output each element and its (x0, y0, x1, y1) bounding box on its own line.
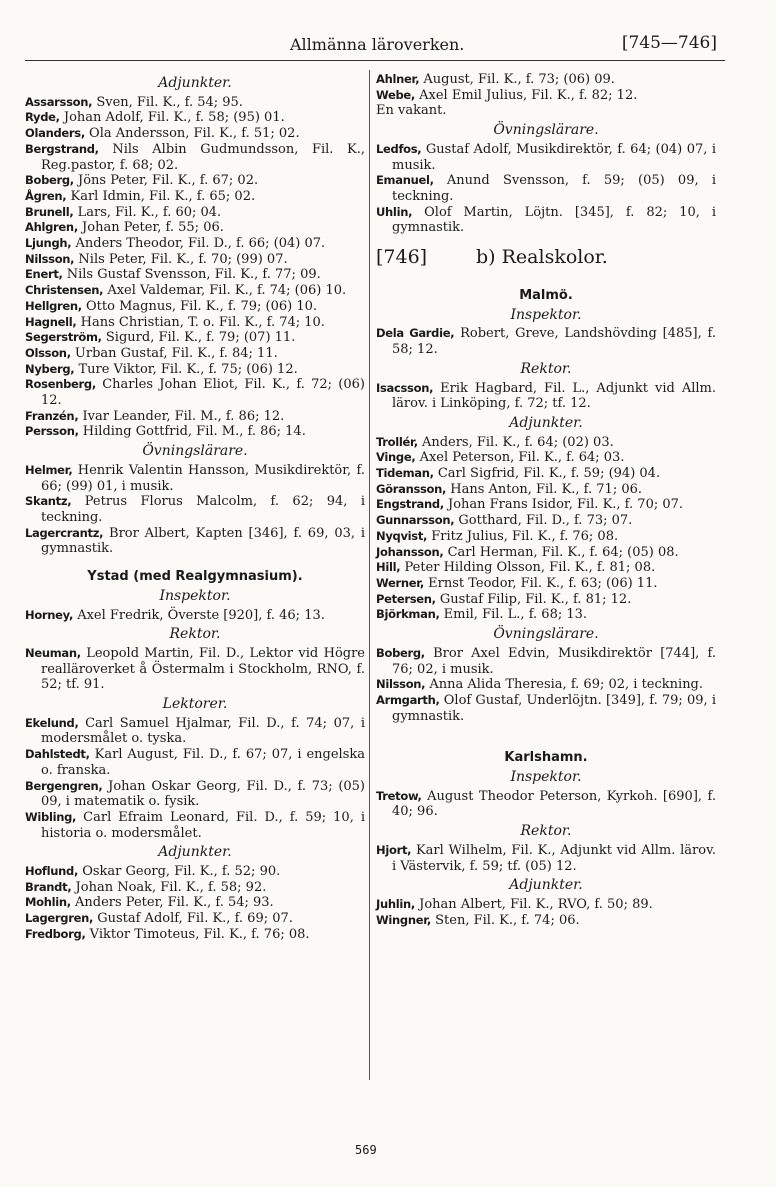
section-heading: Rektor. (520, 360, 572, 377)
staff-surname: Tideman, (376, 466, 434, 481)
town-heading: Malmö. (519, 288, 573, 304)
staff-surname: Boberg, (25, 173, 74, 188)
staff-surname: Brandt, (25, 879, 72, 894)
staff-surname: Neuman, (25, 645, 81, 660)
staff-entry (25, 747, 365, 778)
staff-entry (25, 110, 365, 126)
section-heading: Övningslärare. (493, 626, 599, 643)
staff-surname: Uhlin, (376, 204, 413, 219)
staff-details: Fritz Julius, Fil. K., f. 76; 08. (431, 528, 619, 544)
staff-entry (376, 450, 716, 466)
staff-details: Carl Samuel Hjalmar, Fil. D., f. 74; 07, i modersmålet o. tyska. (41, 715, 365, 747)
staff-details: Anders, Fil. K., f. 64; (02) 03. (421, 434, 614, 450)
staff-surname: Göransson, (376, 481, 447, 496)
staff-entry (376, 529, 716, 545)
school-header-title: b) Realskolor. (476, 246, 608, 269)
school-type-header (376, 246, 716, 276)
staff-entry (25, 716, 365, 747)
staff-entry (25, 252, 365, 268)
staff-entry (25, 494, 365, 525)
staff-surname: Hjort, (376, 842, 412, 857)
staff-surname: Gunnarsson, (376, 513, 455, 528)
staff-details: Hans Christian, T. o. Fil. K., f. 74; 10. (80, 314, 325, 330)
staff-details: Gotthard, Fil. D., f. 73; 07. (458, 513, 633, 529)
staff-surname: Dahlstedt, (25, 747, 90, 762)
staff-entry (25, 927, 365, 943)
staff-entry (25, 299, 365, 315)
staff-details: Peter Hilding Olsson, Fil. K., f. 81; 08. (404, 560, 656, 576)
staff-entry (25, 608, 365, 624)
staff-entry (25, 526, 365, 557)
plain-line: En vakant. (376, 103, 447, 119)
staff-surname: Hellgren, (25, 298, 82, 313)
staff-details: Carl Efraim Leonard, Fil. D., f. 59; 10, i historia o. modersmålet. (41, 809, 366, 841)
staff-surname: Vinge, (376, 450, 416, 465)
staff-entry (376, 913, 716, 929)
staff-details: Karl August, Fil. D., f. 67; 07, i engelska o. franska. (41, 747, 365, 778)
staff-surname: Tretow, (376, 788, 422, 803)
staff-surname: Nyberg, (25, 361, 75, 376)
staff-details: Carl Sigfrid, Fil. K., f. 59; (94) 04. (437, 466, 661, 482)
staff-surname: Ljungh, (25, 236, 72, 251)
staff-entry (376, 789, 716, 820)
staff-details: Ola Andersson, Fil. K., f. 51; 02. (89, 126, 300, 142)
staff-details: Sven, Fil. K., f. 54; 95. (96, 94, 243, 110)
staff-details: Erik Hagbard, Fil. L., Adjunkt vid Allm. lärov. i Linköping, f. 72; tf. 12. (392, 380, 717, 412)
staff-details: Gustaf Adolf, Musikdirektör, f. 64; (04) 07, i musik. (392, 141, 716, 173)
staff-details: Carl Herman, Fil. K., f. 64; (05) 08. (447, 544, 679, 560)
staff-details: Hilding Gottfrid, Fil. M., f. 86; 14. (82, 424, 306, 440)
staff-entry (376, 592, 716, 608)
staff-surname: Ryde, (25, 110, 60, 125)
staff-details: Gustaf Filip, Fil. K., f. 81; 12. (439, 591, 632, 607)
staff-details: Ernst Teodor, Fil. K., f. 63; (06) 11. (428, 575, 658, 591)
town-heading: Karlshamn. (504, 750, 588, 766)
staff-entry (376, 497, 716, 513)
staff-surname: Rosenberg, (25, 377, 96, 392)
staff-entry (25, 810, 365, 841)
staff-entry (25, 864, 365, 880)
page-number: 569 (355, 1143, 377, 1157)
staff-details: Sten, Fil. K., f. 74; 06. (435, 912, 580, 928)
staff-details: Viktor Timoteus, Fil. K., f. 76; 08. (89, 926, 310, 942)
staff-surname: Bergengren, (25, 778, 103, 793)
staff-entry (376, 381, 716, 412)
staff-entry (376, 513, 716, 529)
staff-entry (25, 409, 365, 425)
staff-entry (25, 142, 365, 173)
staff-details: Johan Adolf, Fil. K., f. 58; (95) 01. (63, 110, 285, 126)
staff-surname: Björkman, (376, 607, 440, 622)
staff-surname: Armgarth, (376, 692, 440, 707)
staff-entry (376, 560, 716, 576)
staff-entry (376, 843, 716, 874)
staff-surname: Segerström, (25, 330, 102, 345)
staff-surname: Hagnell, (25, 314, 77, 329)
staff-surname: Boberg, (376, 645, 425, 660)
staff-details: Jöns Peter, Fil. K., f. 67; 02. (78, 173, 259, 189)
staff-entry (25, 236, 365, 252)
staff-entry (376, 205, 716, 236)
staff-entry (25, 173, 365, 189)
staff-entry (25, 424, 365, 440)
staff-surname: Olanders, (25, 126, 85, 141)
staff-details: Axel Valdemar, Fil. K., f. 74; (06) 10. (107, 283, 347, 299)
staff-entry (25, 315, 365, 331)
running-title: Allmänna läroverken. (290, 35, 465, 54)
staff-entry (25, 205, 365, 221)
staff-surname: Isacsson, (376, 380, 434, 395)
staff-details: Bror Albert, Kapten [346], f. 69, 03, i gymnastik. (41, 525, 365, 557)
staff-details: Olof Martin, Löjtn. [345], f. 82; 10, i gymnastik. (392, 204, 716, 236)
staff-details: Charles Johan Eliot, Fil. K., f. 72; (06) 12. (41, 377, 365, 409)
staff-details: Lars, Fil. K., f. 60; 04. (77, 204, 222, 220)
staff-surname: Bergstrand, (25, 141, 99, 156)
staff-details: Henrik Valentin Hansson, Musikdirektör, f. 66; (99) 01, i musik. (41, 462, 365, 494)
section-heading: Adjunkter. (158, 844, 232, 861)
staff-surname: Brunell, (25, 204, 74, 219)
staff-entry (25, 779, 365, 810)
staff-details: Leopold Martin, Fil. D., Lektor vid Högre realläroverket å Östermalm i Stockholm, RNO, f. 52; tf. 91. (41, 645, 365, 693)
staff-entry (25, 463, 365, 494)
staff-surname: Petersen, (376, 591, 436, 606)
staff-surname: Ledfos, (376, 141, 422, 156)
staff-surname: Franzén, (25, 408, 79, 423)
staff-details: Olof Gustaf, Underlöjtn. [349], f. 79; 09, i gymnastik. (392, 692, 716, 724)
section-heading: Rektor. (169, 626, 221, 643)
right-column-body (376, 288, 716, 928)
staff-entry (376, 72, 716, 88)
staff-details: Emil, Fil. L., f. 68; 13. (443, 607, 588, 623)
staff-details: Axel Peterson, Fil. K., f. 64; 03. (419, 450, 625, 466)
staff-surname: Helmer, (25, 462, 73, 477)
right-column (376, 72, 716, 928)
staff-surname: Dela Gardie, (376, 326, 455, 341)
staff-surname: Nyqvist, (376, 528, 428, 543)
staff-surname: Trollér, (376, 434, 418, 449)
staff-details: Karl Wilhelm, Fil. K., Adjunkt vid Allm. lärov. i Västervik, f. 59; tf. (05) 12. (392, 842, 717, 874)
staff-details: Bror Axel Edvin, Musikdirektör [744], f. 76; 02, i musik. (392, 645, 716, 677)
staff-surname: Wibling, (25, 809, 77, 824)
staff-entry (25, 220, 365, 236)
running-head (25, 33, 725, 57)
section-heading: Rektor. (520, 823, 572, 840)
staff-details: Axel Fredrik, Överste [920], f. 46; 13. (77, 607, 325, 623)
staff-surname: Christensen, (25, 283, 104, 298)
staff-entry (25, 880, 365, 896)
staff-details: August, Fil. K., f. 73; (06) 09. (423, 72, 615, 87)
staff-details: August Theodor Peterson, Kyrkoh. [690], f. 40; 96. (392, 788, 716, 820)
staff-entry (376, 607, 716, 623)
staff-details: Otto Magnus, Fil. K., f. 79; (06) 10. (86, 298, 318, 314)
staff-surname: Olsson, (25, 345, 71, 360)
section-heading: Adjunkter. (509, 414, 583, 431)
staff-entry (376, 326, 716, 357)
town-heading: Ystad (med Realgymnasium). (87, 569, 303, 585)
spacer (376, 724, 716, 738)
staff-surname: Johansson, (376, 544, 444, 559)
staff-entry (376, 677, 716, 693)
staff-details: Nils Gustaf Svensson, Fil. K., f. 77; 09. (66, 267, 321, 283)
staff-entry (25, 126, 365, 142)
staff-details: Robert, Greve, Landshövding [485], f. 58; 12. (392, 326, 716, 358)
staff-entry (25, 646, 365, 693)
staff-entry (25, 377, 365, 408)
staff-details: Ture Viktor, Fil. K., f. 75; (06) 12. (78, 361, 298, 377)
staff-entry (376, 88, 716, 104)
staff-surname: Ågren, (25, 188, 67, 203)
column-divider (369, 70, 370, 1080)
staff-details: Nils Albin Gudmundsson, Fil. K., Reg.pastor, f. 68; 02. (41, 141, 365, 173)
staff-details: Hans Anton, Fil. K., f. 71; 06. (450, 481, 643, 497)
staff-entry (376, 897, 716, 913)
staff-details: Anna Alida Theresia, f. 69; 02, i teckning. (429, 677, 704, 693)
staff-surname: Horney, (25, 607, 74, 622)
staff-surname: Persson, (25, 424, 79, 439)
staff-surname: Emanuel, (376, 173, 434, 188)
page-range: [745—746] (621, 33, 717, 53)
staff-entry (376, 646, 716, 677)
staff-surname: Skantz, (25, 494, 72, 509)
staff-surname: Engstrand, (376, 497, 444, 512)
staff-entry (376, 435, 716, 451)
staff-entry (376, 482, 716, 498)
section-heading: Lektorer. (162, 696, 228, 713)
staff-entry (25, 283, 365, 299)
right-column-top (376, 72, 716, 236)
staff-surname: Webe, (376, 87, 415, 102)
staff-details: Anders Peter, Fil. K., f. 54; 93. (75, 895, 274, 911)
staff-details: Johan Oskar Georg, Fil. D., f. 73; (05) 09, i matematik o. fysik. (41, 778, 366, 810)
section-heading: Övningslärare. (493, 122, 599, 139)
staff-details: Nils Peter, Fil. K., f. 70; (99) 07. (78, 251, 288, 267)
staff-surname: Assarsson, (25, 94, 93, 109)
staff-entry (376, 173, 716, 204)
staff-entry (376, 693, 716, 724)
staff-surname: Nilsson, (25, 251, 75, 266)
staff-surname: Fredborg, (25, 926, 86, 941)
staff-surname: Ahlner, (376, 72, 420, 86)
staff-entry (25, 362, 365, 378)
header-rule (25, 60, 725, 61)
staff-details: Johan Albert, Fil. K., RVO, f. 50; 89. (419, 896, 653, 912)
staff-surname: Enert, (25, 267, 63, 282)
staff-entry (25, 911, 365, 927)
staff-surname: Lagercrantz, (25, 525, 104, 540)
staff-details: Anund Svensson, f. 59; (05) 09, i teckning. (392, 173, 716, 204)
staff-entry (25, 189, 365, 205)
staff-details: Johan Noak, Fil. K., f. 58; 92. (75, 879, 267, 895)
staff-surname: Hoflund, (25, 864, 79, 879)
staff-details: Ivar Leander, Fil. M., f. 86; 12. (82, 408, 285, 424)
staff-surname: Hill, (376, 560, 401, 575)
staff-details: Karl Idmin, Fil. K., f. 65; 02. (70, 188, 256, 204)
staff-entry (25, 346, 365, 362)
staff-details: Axel Emil Julius, Fil. K., f. 82; 12. (419, 87, 638, 103)
staff-surname: Juhlin, (376, 896, 415, 911)
left-column (25, 72, 365, 943)
staff-details: Anders Theodor, Fil. D., f. 66; (04) 07. (75, 236, 326, 252)
staff-entry (25, 330, 365, 346)
section-heading: Inspektor. (510, 769, 582, 786)
staff-entry (376, 545, 716, 561)
staff-details: Johan Peter, f. 55; 06. (82, 220, 224, 236)
staff-entry (25, 95, 365, 111)
staff-details: Petrus Florus Malcolm, f. 62; 94, i teckning. (41, 494, 366, 525)
staff-surname: Ahlgren, (25, 220, 78, 235)
section-heading: Adjunkter. (509, 877, 583, 894)
staff-surname: Mohlin, (25, 895, 71, 910)
section-heading: Inspektor. (159, 587, 231, 604)
staff-details: Sigurd, Fil. K., f. 79; (07) 11. (105, 330, 296, 346)
school-header-number: [746] (376, 246, 428, 269)
staff-details: Oskar Georg, Fil. K., f. 52; 90. (82, 864, 281, 880)
staff-entry (25, 267, 365, 283)
staff-surname: Nilsson, (376, 677, 426, 692)
staff-surname: Ekelund, (25, 715, 79, 730)
staff-surname: Wingner, (376, 912, 431, 927)
section-heading: Övningslärare. (142, 443, 248, 460)
staff-entry (376, 142, 716, 173)
section-heading: Inspektor. (510, 306, 582, 323)
section-heading: Adjunkter. (158, 75, 232, 91)
staff-surname: Werner, (376, 575, 424, 590)
staff-entry (376, 466, 716, 482)
staff-entry (25, 895, 365, 911)
staff-details: Johan Frans Isidor, Fil. K., f. 70; 07. (447, 497, 684, 513)
staff-surname: Lagergren, (25, 911, 94, 926)
staff-details: Gustaf Adolf, Fil. K., f. 69; 07. (97, 911, 293, 927)
staff-entry (376, 576, 716, 592)
staff-details: Urban Gustaf, Fil. K., f. 84; 11. (74, 345, 278, 361)
